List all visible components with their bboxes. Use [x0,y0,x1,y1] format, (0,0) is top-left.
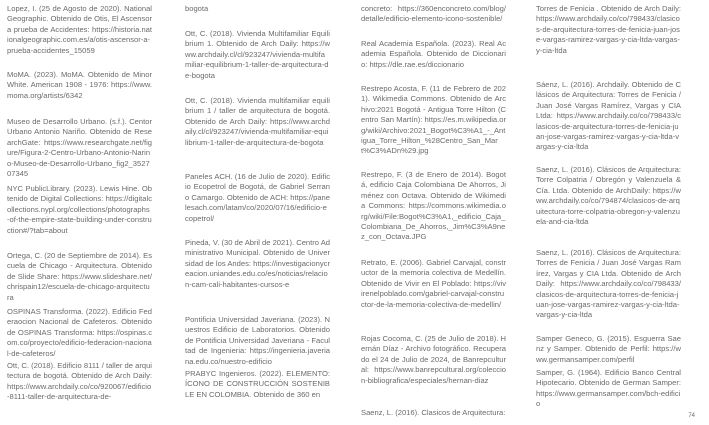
reference-entry: OSPINAS Transforma. (2022). Edificio Federaocion Nacional de Cafeteros. Obtenido de OSPINAS Transforma: https://ospinas.com.co/proyecto/edificio-federacion-nacional-de-cafeteros/ [7,307,152,358]
reference-entry: Pineda, V. (30 de Abril de 2021). Centro Administrativo Municipal. Obtenido de Universidad de los Andes: https://investigacionycreacion.uniandes.edu.co/es/noticias/relacion-cam-cali-habitantes-cursos-e [185,238,330,289]
reference-entry: Retrato, E. (2006). Gabriel Carvajal, constructor de la memoria colectiva de Medellín. Obtenido de Vivir en El Poblado: https://vivirenelpoblado.com/gabriel-carvajal-constructor-de-la-memoria-colectiva-de-medellin/ [361,258,506,309]
reference-entry: Ortega, C. (20 de Septiembre de 2014). Escuela de Chicago - Arquitectura. Obtenido de Slide Share: https://www.slideshare.net/chrispain12/escuela-de-chicago-arquitectura [7,251,152,302]
page-number: 74 [688,413,695,419]
reference-entry: Ott, C. (2018). Vivienda multifamiliar equilibrium 1 / taller de arquitectura de bogotá. Obtenido de Arch Daily: https://www.archdaily.cl/cl/923247/vivienda-multifamiliar-equilibrium-1-taller-de-arquitectura-de-bogota [185,96,330,147]
reference-entry: Saenz, L. (2016). Clásicos de Arquitectura: Torres de Fenicia / Juan José Vargas Ramírez, Vargas y CIA Ltda. Obtenido de Arch Daily: https://www.archdaily.co/co/798433/clasicos-de-arquitectura-torres-de-fenicia-juan-jose-vargas-ramirez-vargas-y-cia-ltda-vargas-y-cia-ltda [536,248,681,320]
reference-entry: Real Academia Española. (2023). Real Academia Española. Obtenido de Diccionario: https://dle.rae.es/diccionario [361,39,506,69]
reference-entry: Lopez, I. (25 de Agosto de 2020). National Geographic. Obtenido de Otis, El Ascensor a prueba de Accidentes: https://historia.nationalgeographic.com.es/a/otis-ascensor-a-prueba-accidentes_15059 [7,4,152,55]
reference-entry: PRABYC Ingenieros. (2022). ELEMENTO: ÍCONO DE CONSTRUCCIÓN SOSTENIBLE EN COLOMBIA. Obtenido de 360 en [185,369,330,399]
reference-entry: bogota [185,4,209,13]
reference-entry: Restrepo, F. (3 de Enero de 2014). Bogotá, edificio Caja Colombiana De Ahorros, Jiménez con Octava. Obtenido de Wikimedia Commons: https://commons.wikimedia.org/wiki/File:Bogot%C3%A1,_edificio_Caja_Colombiana_De_Ahorros,_Jim%C3%A9nez_con_Octava.JPG [361,170,506,242]
reference-entry: concreto: https://360enconcreto.com/blog/detalle/edificio-elemento-icono-sostenible/ [361,4,506,24]
reference-entry: Saenz, L. (2016). Clasicos de Arquitectura: [361,408,506,417]
reference-entry: Pontificia Universidad Javeriana. (2023). Nuestros Edificio de Laboratorios. Obtenido de Pontificia Universidad Javeriana - Facultad de Ingenieria: https://ingenieria.javeriana.edu.co/nuestro-edificio [185,315,330,366]
reference-entry: NYC PublicLibrary. (2023). Lewis Hine. Obtenido de Digital Collections: https://digitalcollections.nypl.org/collections/photographs-of-the-empire-state-building-under-construction#/?tab=about [7,184,152,235]
reference-entry: MoMA. (2023). MoMA. Obtenido de Minor White. American 1908 - 1976: https://www.moma.org/artists/6342 [7,70,152,100]
reference-entry: Torres de Fenicia . Obtenido de Arch Daily: https://www.archdaily.co/co/798433/clasicos-de-arquitectura-torres-de-fenicia-juan-jose-vargas-ramirez-vargas-y-cia-ltda-vargas-y-cia-ltda [536,4,681,55]
reference-entry: Saenz, L. (2016). Clásicos de Arquitectura: Torre Colpatria / Obregón y Valenzuela & Cía. Ltda. Obtenido de ArchDaily: https://www.archdaily.co/co/794874/clasicos-de-arquitectura-torre-colpatria-obregon-y-valenzuela-and-cia-ltda [536,165,681,227]
reference-entry: Sáenz, L. (2016). Archdaily. Obtenido de Clásicos de Arquitectura: Torres de Fenicia / Juan José Vargas Ramírez, Vargas y CIA Ltda: https://www.archdaily.co/co/798433/clasicos-de-arquitectura-torres-de-fenicia-juan-jose-vargas-ramirez-vargas-y-cia-ltda-vargas-y-cia-ltda [536,80,681,152]
reference-entry: Samper, G. (1964). Edificio Banco Central Hipotecario. Obtenido de German Samper: https://www.germansamper.com/bch-edificio [536,368,681,409]
reference-entry: Rojas Cocoma, C. (25 de Julio de 2018). Hernán Díaz - Archivo fotográfico. Recuperado el 24 de Julio de 2024, de Banrepcultural: https://www.banrepcultural.org/coleccion-bibliografica/especiales/hernan-diaz [361,334,506,385]
reference-entry: Ott, C. (2018). Edificio 8111 / taller de arquitectura de bogotá. Obtenido de Arch Daily: https://www.archdaily.co/co/920067/edificio-8111-taller-de-arquitectura-de- [7,361,152,402]
reference-entry: Samper Geneco, G. (2015). Esguerra Saenz y Samper. Obtenido de Perfil: https://www.germansamper.com/perfil [536,334,681,364]
reference-entry: Museo de Desarrollo Urbano. (s.f.). Centor Urbano Antonio Nariño. Obtenido de ResearchGate: https://www.researchgate.net/figure/Figura-2-Centro-Urbano-Antonio-Narino-Museo-de-Desarrollo-Urbano_fig2_352707345 [7,117,152,179]
reference-entry: Restrepo Acosta, F. (11 de Febrero de 2021). Wikimedia Commons. Obtenido de Archivo:2021 Bogotá - Antigua Torre Hilton (Centro San Martín): https://es.m.wikipedia.org/wiki/Archivo:2021_Bogot%C3%A1_-_Antigua_Torre_Hilton_%28Centro_San_Mart%C3%ADn%29.jpg [361,84,506,156]
reference-entry: Paneles ACH. (16 de Julio de 2020). Edificio Ecopetrol de Bogotá, de Gabriel Serrano Camargo. Obtenido de ACH: https://panelesach.com/latam/co/2020/07/16/edificio-ecopetrol/ [185,172,330,223]
reference-entry: Ott, C. (2018). Vivienda Multifamiliar Equilibrium 1. Obtenido de Arch Daily: https://www.archdaily.cl/cl/923247/vivienda-multifamiliar-equilibrium-1-taller-de-arquitectura-de-bogota [185,29,330,80]
